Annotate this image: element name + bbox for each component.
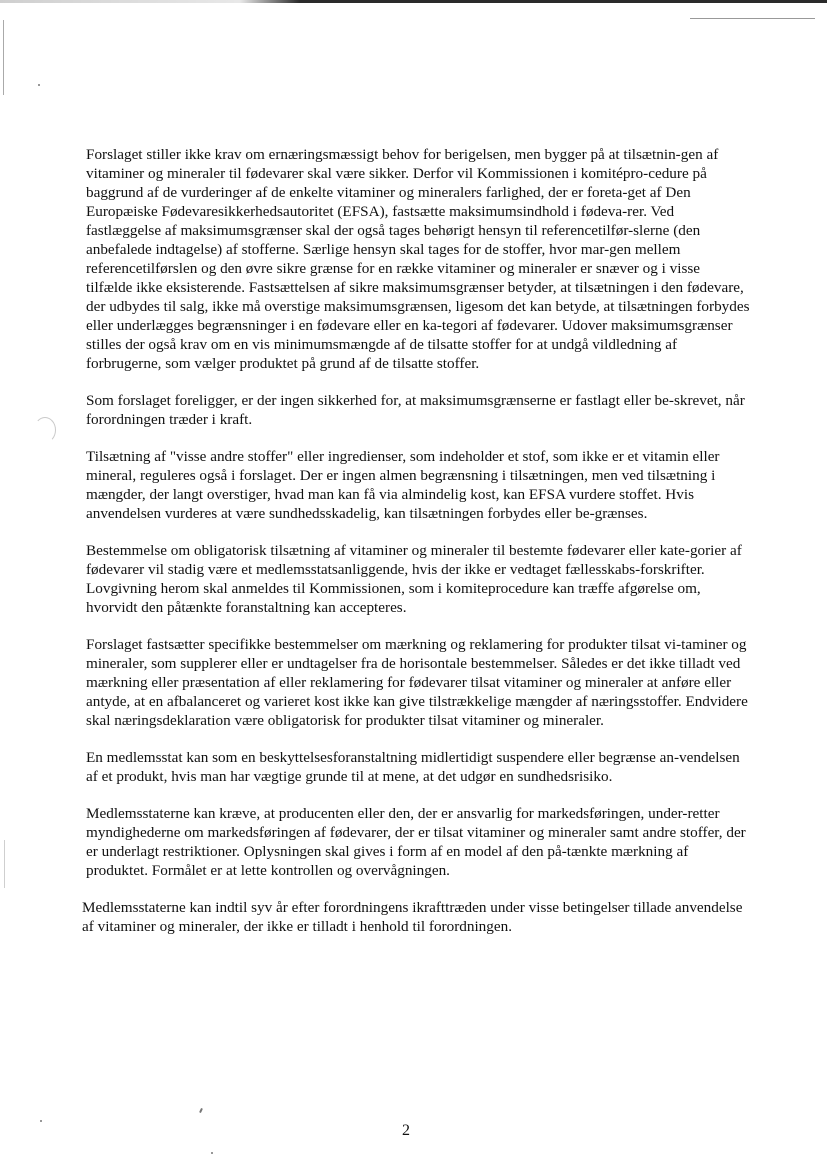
page-number: 2	[402, 1122, 410, 1139]
paragraph-labelling-advertising: Forslaget fastsætter specifikke bestemmelser om mærkning og reklamering for produkter tilsat vi-taminer og mineraler, som supplerer eller er undtagelser fra de horisontale bestemmelser. Således er det ikke tilladt ved mærkning eller præsentation af eller reklamering for fødevarer tilsat vitaminer og mineraler at anføre eller antyde, at en afbalanceret og varieret kost ikke kan give tilstrækkelige mængder af næringsstoffer. Endvidere skal næringsdeklaration være obligatorisk for produkter tilsat vitaminer og mineraler.	[86, 636, 748, 729]
scan-left-mark	[3, 20, 4, 95]
paragraph-safeguard-measure: En medlemsstat kan som en beskyttelsesforanstaltning midlertidigt suspendere eller begrænse an-vendelsen af et produkt, hvis man har vægtige grunde til at mene, at det udgør en sundhedsrisiko.	[86, 749, 740, 785]
scan-speck	[199, 1108, 203, 1113]
document-body	[82, 145, 750, 954]
paragraph-fortification-requirements: Forslaget stiller ikke krav om ernæringsmæssigt behov for berigelsen, men bygger på at tilsætnin-gen af vitaminer og mineraler til fødevarer skal være sikker. Derfor vil Kommissionen i komitépro-cedure på baggrund af de vurderinger af de enkelte vitaminer og mineralers farlighed, der er foreta-get af Den Europæiske Fødevaresikkerhedsautoritet (EFSA), fastsætte maksimumsindhold i fødeva-rer. Ved fastlæggelse af maksimumsgrænser skal der også tages behørigt hensyn til referencetilfør-slerne (den anbefalede indtagelse) af stofferne. Særlige hensyn skal tages for de stoffer, hvor mar-gen mellem referencetilførslen og den øvre sikre grænse for en række vitaminer og mineraler er snæver og i visse tilfælde ikke eksisterende. Fastsættelsen af sikre maksimumsgrænser betyder, at tilsætningen i den fødevare, der udbydes til salg, ikke må overstige maksimumsgrænsen, ligesom det kan betyde, at tilsætningen forbydes eller underlægges begrænsninger i en fødevare eller en ka-tegori af fødevarer. Udover maksimumsgrænser stilles der også krav om en vis minimumsmængde af de tilsatte stoffer for at undgå vildledning af forbrugerne, som vælger produktet på grund af de tilsatte stoffer.	[86, 146, 750, 372]
scan-speck	[211, 1152, 213, 1154]
scan-speck	[38, 84, 40, 86]
scan-top-edge	[0, 0, 827, 3]
scan-top-dash	[690, 18, 815, 19]
paragraph-legal-certainty: Som forslaget foreligger, er der ingen sikkerhed for, at maksimumsgrænserne er fastlagt eller be-skrevet, når forordningen træder i kraft.	[86, 392, 745, 428]
scan-speck	[40, 1120, 42, 1122]
paragraph-mandatory-addition: Bestemmelse om obligatorisk tilsætning af vitaminer og mineraler til bestemte fødevarer eller kate-gorier af fødevarer vil stadig være et medlemsstatsanliggende, hvis der ikke er vedtaget fællesskabs-forskrifter. Lovgivning herom skal anmeldes til Kommissionen, som i komiteprocedure kan træffe afgørelse om, hvorvidt den påtænkte foranstaltning kan accepteres.	[86, 542, 742, 616]
punch-hole-mark	[34, 417, 56, 443]
paragraph-transition-period: Medlemsstaterne kan indtil syv år efter forordningens ikrafttræden under visse betingelser tillade anvendelse af vitaminer og mineraler, der ikke er tilladt i henhold til forordningen.	[82, 899, 743, 935]
paragraph-notification: Medlemsstaterne kan kræve, at producenten eller den, der er ansvarlig for markedsføringen, under-retter myndighederne om markedsføringen af fødevarer, der er tilsat vitaminer og mineraler samt andre stoffer, der er underlagt restriktioner. Oplysningen skal gives i form af en model af den på-tænkte mærkning af produktet. Formålet er at lette kontrollen og overvågningen.	[86, 805, 746, 879]
scan-left-mark-lower	[4, 840, 5, 888]
paragraph-other-substances: Tilsætning af "visse andre stoffer" eller ingredienser, som indeholder et stof, som ikke er et vitamin eller mineral, reguleres også i forslaget. Der er ingen almen begrænsning i tilsætningen, men ved tilsætning i mængder, der langt overstiger, hvad man kan få via almindelig kost, kan EFSA vurdere stoffet. Hvis anvendelsen vurderes at være sundhedsskadelig, kan tilsætningen forbydes eller be-grænses.	[86, 448, 720, 522]
